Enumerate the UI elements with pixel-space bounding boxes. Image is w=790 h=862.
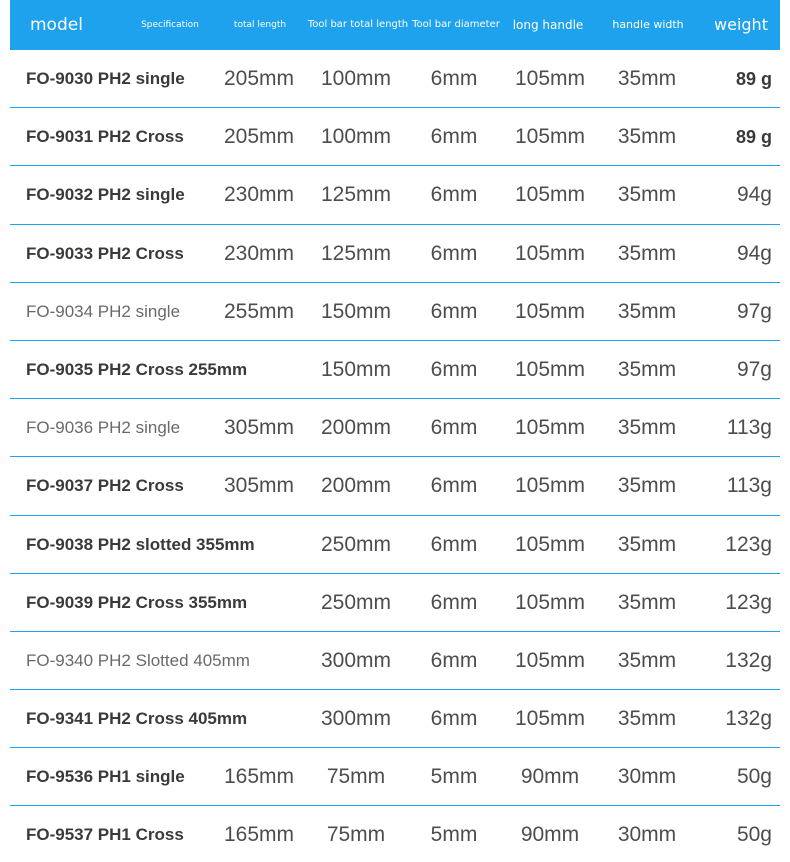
- cell-long-handle: 105mm: [514, 416, 586, 440]
- cell-total-length: [210, 341, 308, 399]
- cell-tool-bar-diameter: 6mm: [430, 357, 478, 381]
- cell-handle-width: 35mm: [617, 648, 677, 672]
- cell-long-handle: 105mm: [514, 241, 586, 265]
- cell-long-handle: 105mm: [514, 707, 586, 731]
- table-row: [10, 574, 780, 632]
- cell-tool-bar-length: 150mm: [320, 357, 392, 381]
- table-row: [10, 690, 780, 748]
- table-row: [10, 283, 780, 341]
- cell-weight: 97g: [736, 299, 772, 323]
- cell-tool-bar-length: 125mm: [320, 241, 392, 265]
- cell-total-length: 165mm: [223, 823, 295, 847]
- cell-tool-bar-diameter: 6mm: [430, 707, 478, 731]
- cell-total-length: 205mm: [223, 125, 295, 149]
- cell-tool-bar-length: 250mm: [320, 590, 392, 614]
- cell-model: FO-9036 PH2 single: [26, 418, 181, 438]
- cell-weight: 113g: [726, 474, 772, 498]
- cell-handle-width: 35mm: [617, 707, 677, 731]
- cell-tool-bar-length: 250mm: [320, 532, 392, 556]
- cell-weight: 89 g: [735, 69, 772, 89]
- cell-tool-bar-diameter: 5mm: [430, 765, 478, 789]
- cell-total-length: 230mm: [223, 183, 295, 207]
- cell-total-length: 165mm: [223, 765, 295, 789]
- cell-model: FO-9030 PH2 single: [26, 69, 185, 88]
- cell-tool-bar-length: 200mm: [320, 474, 392, 498]
- cell-long-handle: 105mm: [514, 357, 586, 381]
- cell-handle-width: 35mm: [617, 125, 677, 149]
- cell-tool-bar-diameter: 5mm: [430, 823, 478, 847]
- cell-handle-width: 35mm: [617, 590, 677, 614]
- cell-model: FO-9031 PH2 Cross: [26, 127, 184, 147]
- cell-model: FO-9340 PH2 Slotted 405mm: [26, 650, 250, 670]
- cell-long-handle: 105mm: [514, 648, 586, 672]
- cell-long-handle: 105mm: [514, 183, 586, 207]
- cell-model: FO-9035 PH2 Cross 255mm: [26, 359, 248, 379]
- header-specification: Specification: [141, 20, 199, 30]
- cell-total-length: [210, 632, 308, 690]
- cell-handle-width: 35mm: [617, 299, 677, 323]
- cell-total-length: 305mm: [223, 474, 295, 498]
- cell-model: FO-9037 PH2 Cross: [26, 476, 184, 496]
- cell-model: FO-9537 PH1 Cross: [26, 825, 184, 845]
- cell-model: FO-9033 PH2 Cross: [26, 243, 184, 263]
- cell-total-length: [210, 516, 308, 574]
- cell-long-handle: 105mm: [514, 67, 586, 90]
- header-tool-bar-diameter: Tool bar diameter: [412, 19, 500, 30]
- cell-long-handle: 90mm: [520, 823, 580, 847]
- cell-tool-bar-length: 125mm: [320, 183, 392, 207]
- cell-model: FO-9038 PH2 slotted 355mm: [26, 534, 255, 554]
- cell-handle-width: 35mm: [617, 183, 677, 207]
- table-row: [10, 457, 780, 515]
- cell-tool-bar-diameter: 6mm: [430, 67, 478, 90]
- cell-tool-bar-length: 200mm: [320, 416, 392, 440]
- cell-tool-bar-diameter: 6mm: [430, 125, 478, 149]
- table-body: [10, 50, 780, 862]
- cell-weight: 97g: [736, 357, 772, 381]
- cell-long-handle: 105mm: [514, 299, 586, 323]
- cell-weight: 50g: [736, 823, 772, 847]
- cell-weight: 89 g: [735, 127, 772, 148]
- cell-handle-width: 35mm: [617, 474, 677, 498]
- cell-tool-bar-diameter: 6mm: [430, 648, 478, 672]
- cell-handle-width: 30mm: [617, 765, 677, 789]
- cell-tool-bar-length: 75mm: [326, 765, 386, 789]
- cell-tool-bar-length: 75mm: [326, 823, 386, 847]
- table-row: [10, 341, 780, 399]
- cell-weight: 132g: [725, 648, 772, 672]
- header-total-length: total length: [233, 20, 287, 30]
- cell-total-length: 255mm: [223, 299, 295, 323]
- cell-model: FO-9034 PH2 single: [26, 301, 181, 321]
- cell-handle-width: 35mm: [617, 357, 677, 381]
- cell-model: FO-9341 PH2 Cross 405mm: [26, 709, 248, 729]
- cell-long-handle: 105mm: [514, 590, 586, 614]
- table-row: [10, 516, 780, 574]
- cell-handle-width: 35mm: [617, 416, 677, 440]
- cell-handle-width: 35mm: [617, 241, 677, 265]
- table-row: [10, 399, 780, 457]
- table-row: [10, 166, 780, 224]
- cell-total-length: 305mm: [223, 416, 295, 440]
- cell-tool-bar-length: 100mm: [320, 67, 392, 90]
- cell-handle-width: 35mm: [617, 532, 677, 556]
- header-model: model: [30, 15, 83, 35]
- cell-tool-bar-diameter: 6mm: [430, 590, 478, 614]
- cell-tool-bar-length: 100mm: [320, 125, 392, 149]
- cell-weight: 94g: [736, 183, 772, 207]
- cell-tool-bar-diameter: 6mm: [430, 241, 478, 265]
- table-row: [10, 50, 780, 108]
- cell-tool-bar-length: 300mm: [320, 707, 392, 731]
- cell-tool-bar-diameter: 6mm: [430, 416, 478, 440]
- cell-long-handle: 105mm: [514, 125, 586, 149]
- cell-weight: 113g: [726, 416, 772, 440]
- cell-long-handle: 90mm: [520, 765, 580, 789]
- header-tool-bar-total-length: Tool bar total length: [307, 19, 409, 30]
- header-long-handle: long handle: [512, 18, 584, 32]
- cell-tool-bar-diameter: 6mm: [430, 532, 478, 556]
- cell-model: FO-9032 PH2 single: [26, 185, 185, 205]
- cell-total-length: [210, 574, 308, 632]
- cell-weight: 123g: [725, 590, 772, 614]
- cell-long-handle: 105mm: [514, 474, 586, 498]
- cell-total-length: 205mm: [223, 67, 295, 90]
- table-row: [10, 108, 780, 166]
- cell-weight: 132g: [725, 707, 772, 731]
- cell-tool-bar-diameter: 6mm: [430, 183, 478, 207]
- cell-long-handle: 105mm: [514, 532, 586, 556]
- cell-total-length: [210, 690, 308, 748]
- table-row: [10, 225, 780, 283]
- cell-tool-bar-diameter: 6mm: [430, 299, 478, 323]
- table-row: [10, 748, 780, 806]
- table-row: [10, 632, 780, 690]
- cell-model: FO-9536 PH1 single: [26, 767, 185, 787]
- header-weight: weight: [714, 15, 768, 34]
- cell-model: FO-9039 PH2 Cross 355mm: [26, 592, 248, 612]
- cell-weight: 50g: [736, 765, 772, 789]
- cell-tool-bar-diameter: 6mm: [430, 474, 478, 498]
- cell-handle-width: 35mm: [617, 67, 677, 90]
- cell-weight: 94g: [736, 241, 772, 265]
- table-row: [10, 806, 780, 862]
- header-handle-width: handle width: [612, 18, 684, 31]
- cell-weight: 123g: [725, 532, 772, 556]
- table-header: [10, 0, 780, 50]
- cell-tool-bar-length: 150mm: [320, 299, 392, 323]
- cell-handle-width: 30mm: [617, 823, 677, 847]
- cell-total-length: 230mm: [223, 241, 295, 265]
- cell-tool-bar-length: 300mm: [320, 648, 392, 672]
